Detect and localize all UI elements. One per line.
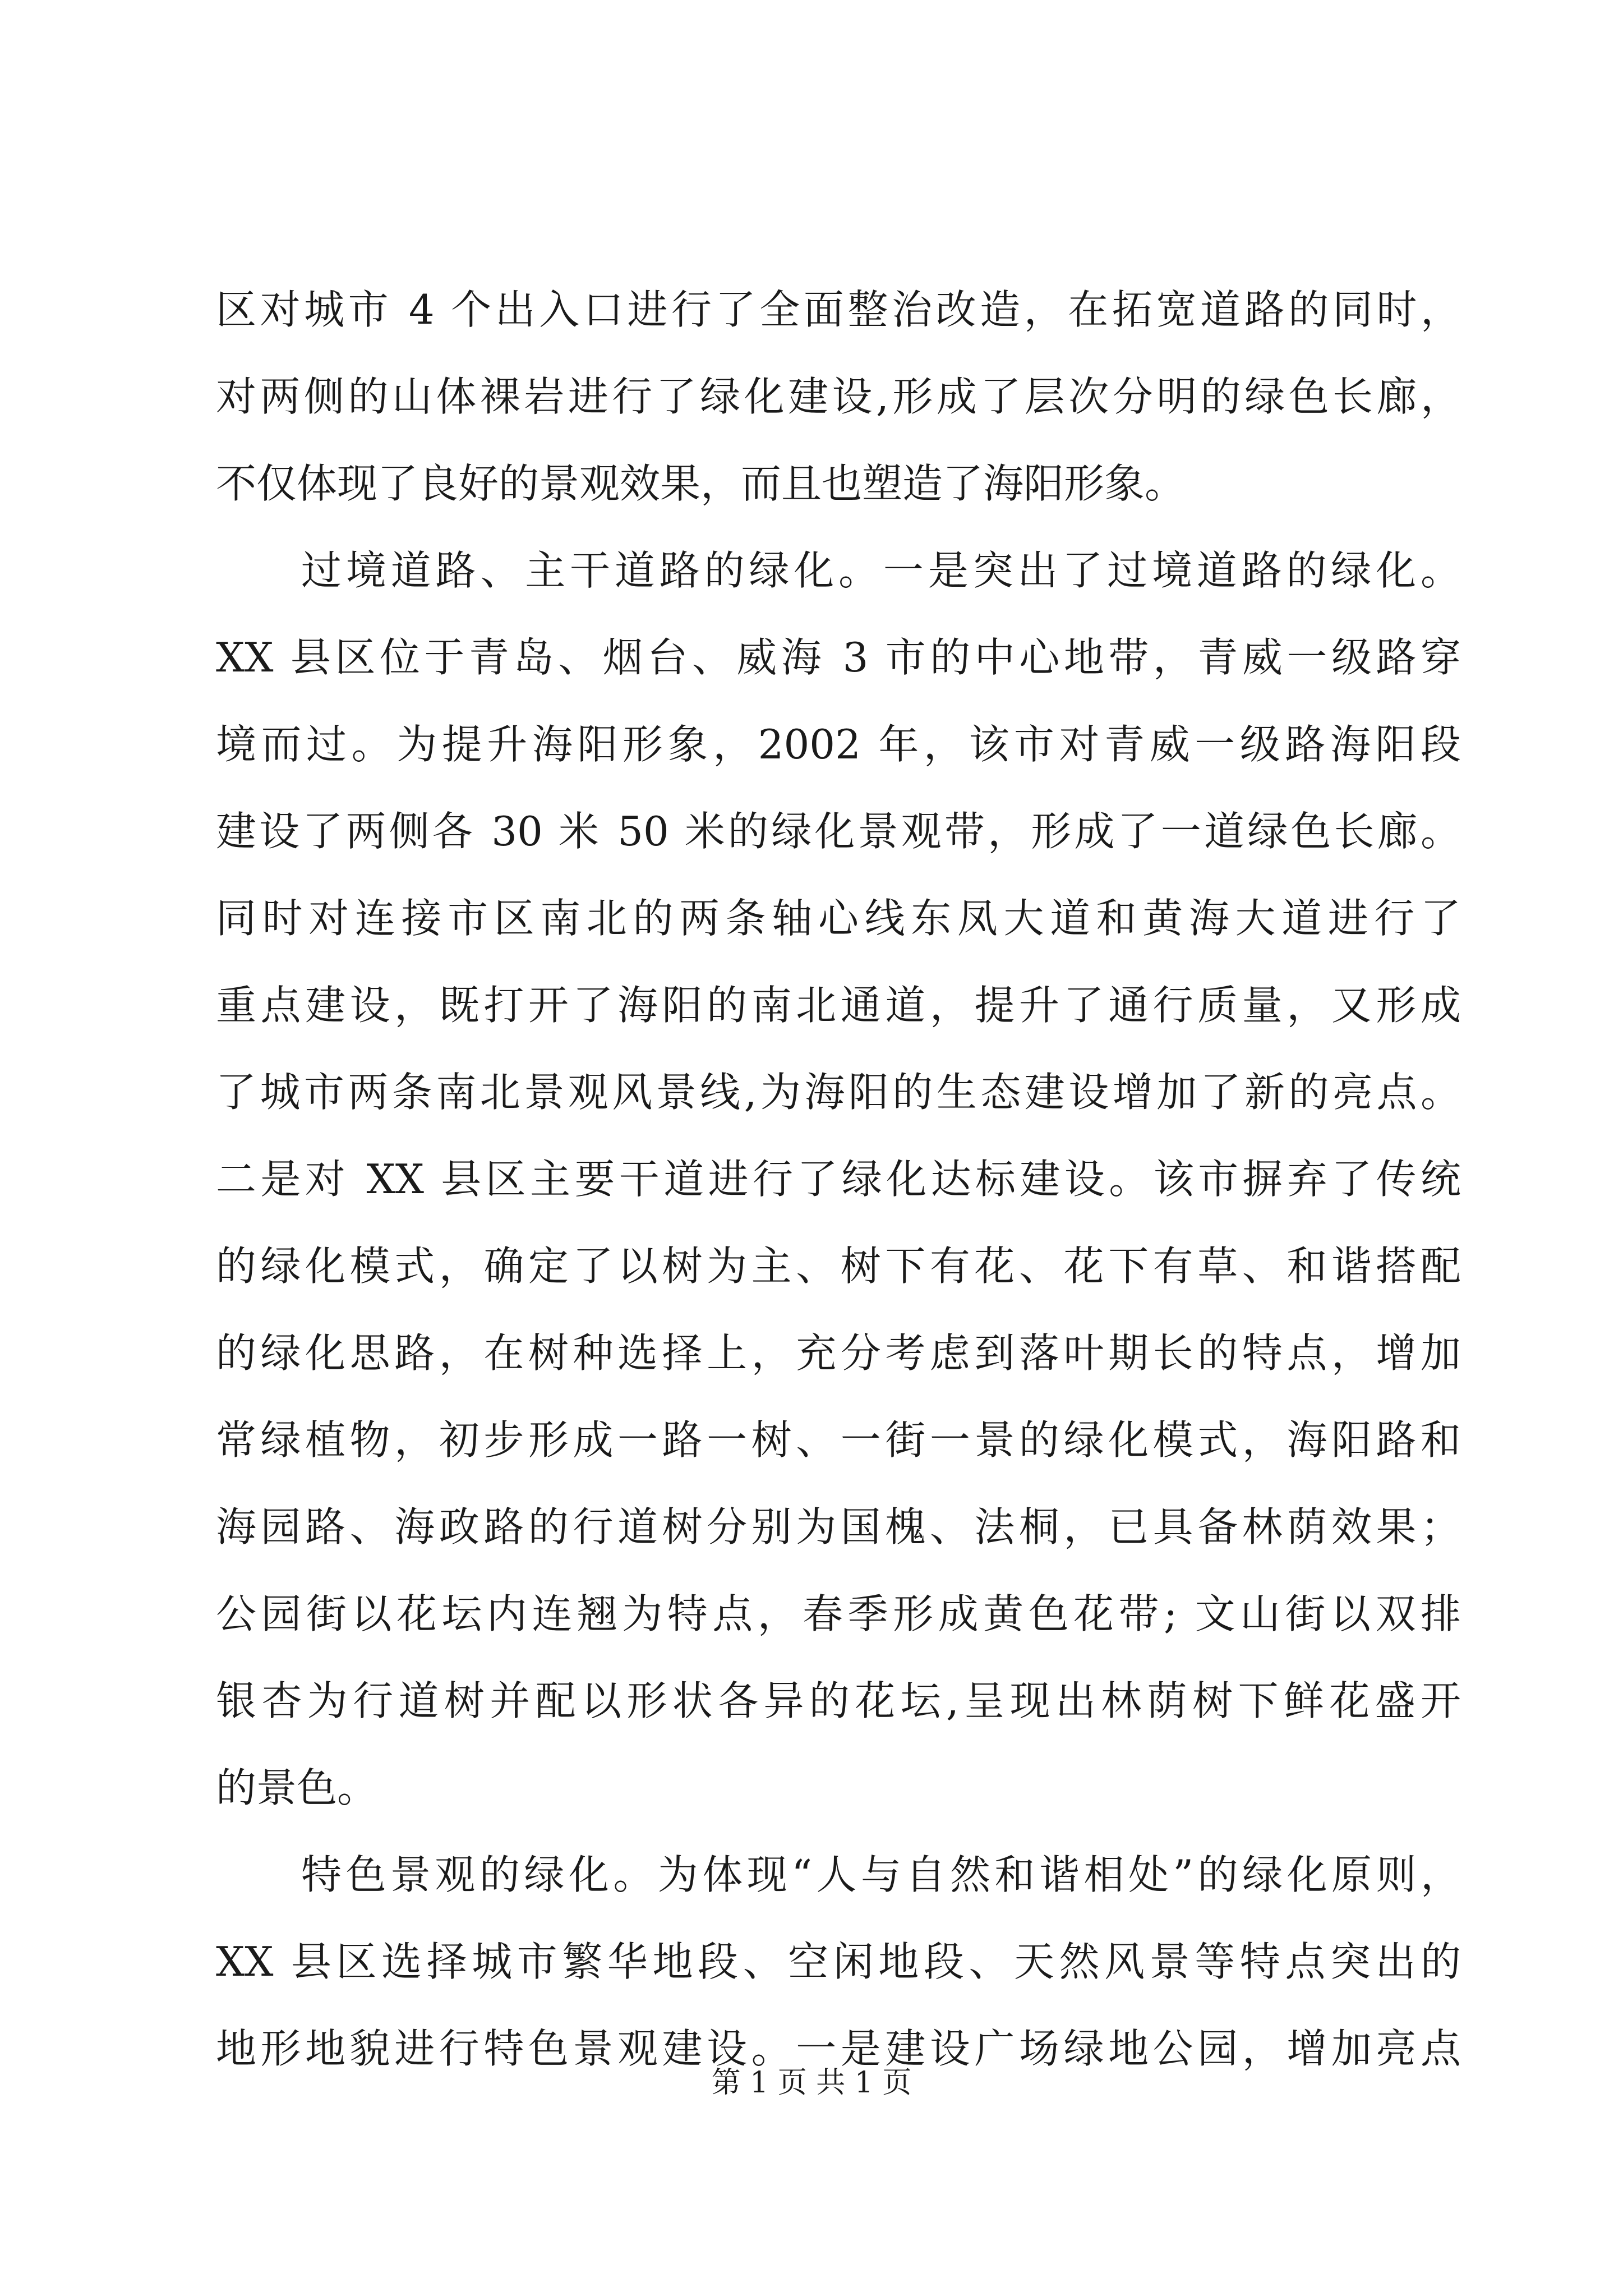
- text-line: XX 县区位于青岛、烟台、威海 3 市的中心地带，青威一级路穿: [216, 634, 1461, 681]
- text-line: XX 县区选择城市繁华地段、空闲地段、天然风景等特点突出的: [216, 1938, 1461, 1985]
- paragraph-first-line: 特色景观的绿化。为体现“人与自然和谐相处”的绿化原则，: [301, 1851, 1461, 1898]
- text-line: 的绿化模式，确定了以树为主、树下有花、花下有草、和谐搭配: [216, 1243, 1461, 1290]
- text-line: 二是对 XX 县区主要干道进行了绿化达标建设。该市摒弃了传统: [216, 1156, 1461, 1203]
- page-footer: 第 1 页 共 1 页: [711, 2066, 912, 2100]
- paragraph-first-line: 过境道路、主干道路的绿化。一是突出了过境道路的绿化。: [301, 547, 1461, 594]
- text-line: 区对城市 4 个出入口进行了全面整治改造，在拓宽道路的同时，: [216, 286, 1461, 333]
- text-line: 银杏为行道树并配以形状各异的花坛,呈现出林荫树下鲜花盛开: [216, 1677, 1461, 1724]
- text-line: 重点建设，既打开了海阳的南北通道，提升了通行质量，又形成: [216, 982, 1461, 1029]
- text-line: 了城市两条南北景观风景线,为海阳的生态建设增加了新的亮点。: [216, 1069, 1461, 1116]
- text-line: 的绿化思路，在树种选择上，充分考虑到落叶期长的特点，增加: [216, 1329, 1461, 1377]
- text-line: 对两侧的山体裸岩进行了绿化建设,形成了层次分明的绿色长廊，: [216, 373, 1461, 420]
- text-line: 地形地貌进行特色景观建设。一是建设广场绿地公园，增加亮点: [216, 2025, 1461, 2072]
- text-line: 公园街以花坛内连翘为特点，春季形成黄色花带; 文山街以双排: [216, 1590, 1461, 1637]
- text-line: 海园路、海政路的行道树分别为国槐、法桐，已具备林荫效果；: [216, 1503, 1461, 1550]
- document-body: [216, 266, 1461, 2092]
- text-line: 建设了两侧各 30 米 50 米的绿化景观带，形成了一道绿色长廊。: [216, 808, 1461, 855]
- text-line: 不仅体现了良好的景观效果，而且也塑造了海阳形象。: [216, 460, 1186, 507]
- text-line: 的景色。: [216, 1764, 378, 1811]
- text-line: 常绿植物，初步形成一路一树、一街一景的绿化模式，海阳路和: [216, 1416, 1461, 1464]
- text-line: 同时对连接市区南北的两条轴心线东凤大道和黄海大道进行了: [216, 895, 1461, 942]
- text-line: 境而过。为提升海阳形象，2002 年，该市对青威一级路海阳段: [216, 721, 1461, 768]
